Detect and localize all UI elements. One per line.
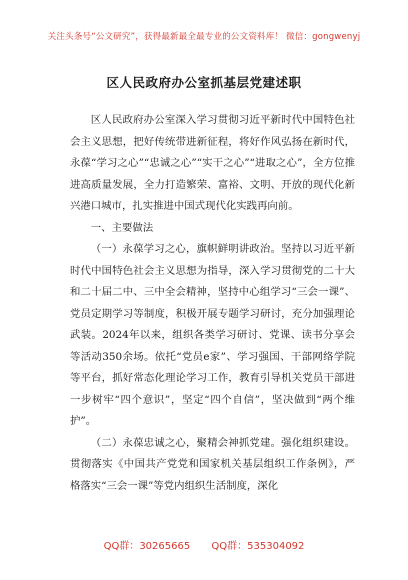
section-heading: 一、主要做法 — [90, 221, 154, 234]
document-body — [70, 110, 355, 497]
intro-paragraph: 区人民政府办公室深入学习贯彻习近平新时代中国特色社会主义思想，把好传统带进新征程，将好作风弘扬在新时代，永葆“学习之心”“忠诚之心”“实干之心”“进取之心”，全方位推进高质量发展，全力打造繁荣、富裕、文明、开放的现代化新兴港口城市，扎实推进中国式现代化实践再向前。 — [70, 114, 355, 212]
qq-group-1: QQ群：30265665 — [103, 541, 191, 552]
qq-group-2: QQ群：535304092 — [211, 541, 305, 552]
top-banner: 关注头条号“公文研究”，获得最新最全最专业的公文资料库！ 微信：gongwenyj — [47, 32, 361, 42]
body-paragraph: （一）永葆学习之心，旗帜鲜明讲政治。坚持以习近平新时代中国特色社会主义思想为指导，深入学习贯彻党的二十大和二十届二中、三中全会精神，坚持中心组学习“三会一课”、党员定期学习等制度，积极开展专题学习研讨，充分加强理论武装。2024年以来，组织各类学习研讨、党课、读书分享会等活动350余场。依托“党员e家”、学习强国、干部网络学院等平台，抓好常态化理论学习工作，教育引导机关党员干部进一步树牢“四个意识”，坚定“四个自信”，坚决做到“两个维护”。 — [70, 243, 355, 427]
document-title: 区人民政府办公室抓基层党建述职 — [106, 75, 302, 90]
body-paragraph: （二）永葆忠诚之心，聚精会神抓党建。强化组织建设。贯彻落实《中国共产党党和国家机关基层组织工作条例》，严格落实“三会一课”等党内组织生活制度，深化 — [70, 436, 355, 492]
footer-contact — [0, 537, 408, 552]
